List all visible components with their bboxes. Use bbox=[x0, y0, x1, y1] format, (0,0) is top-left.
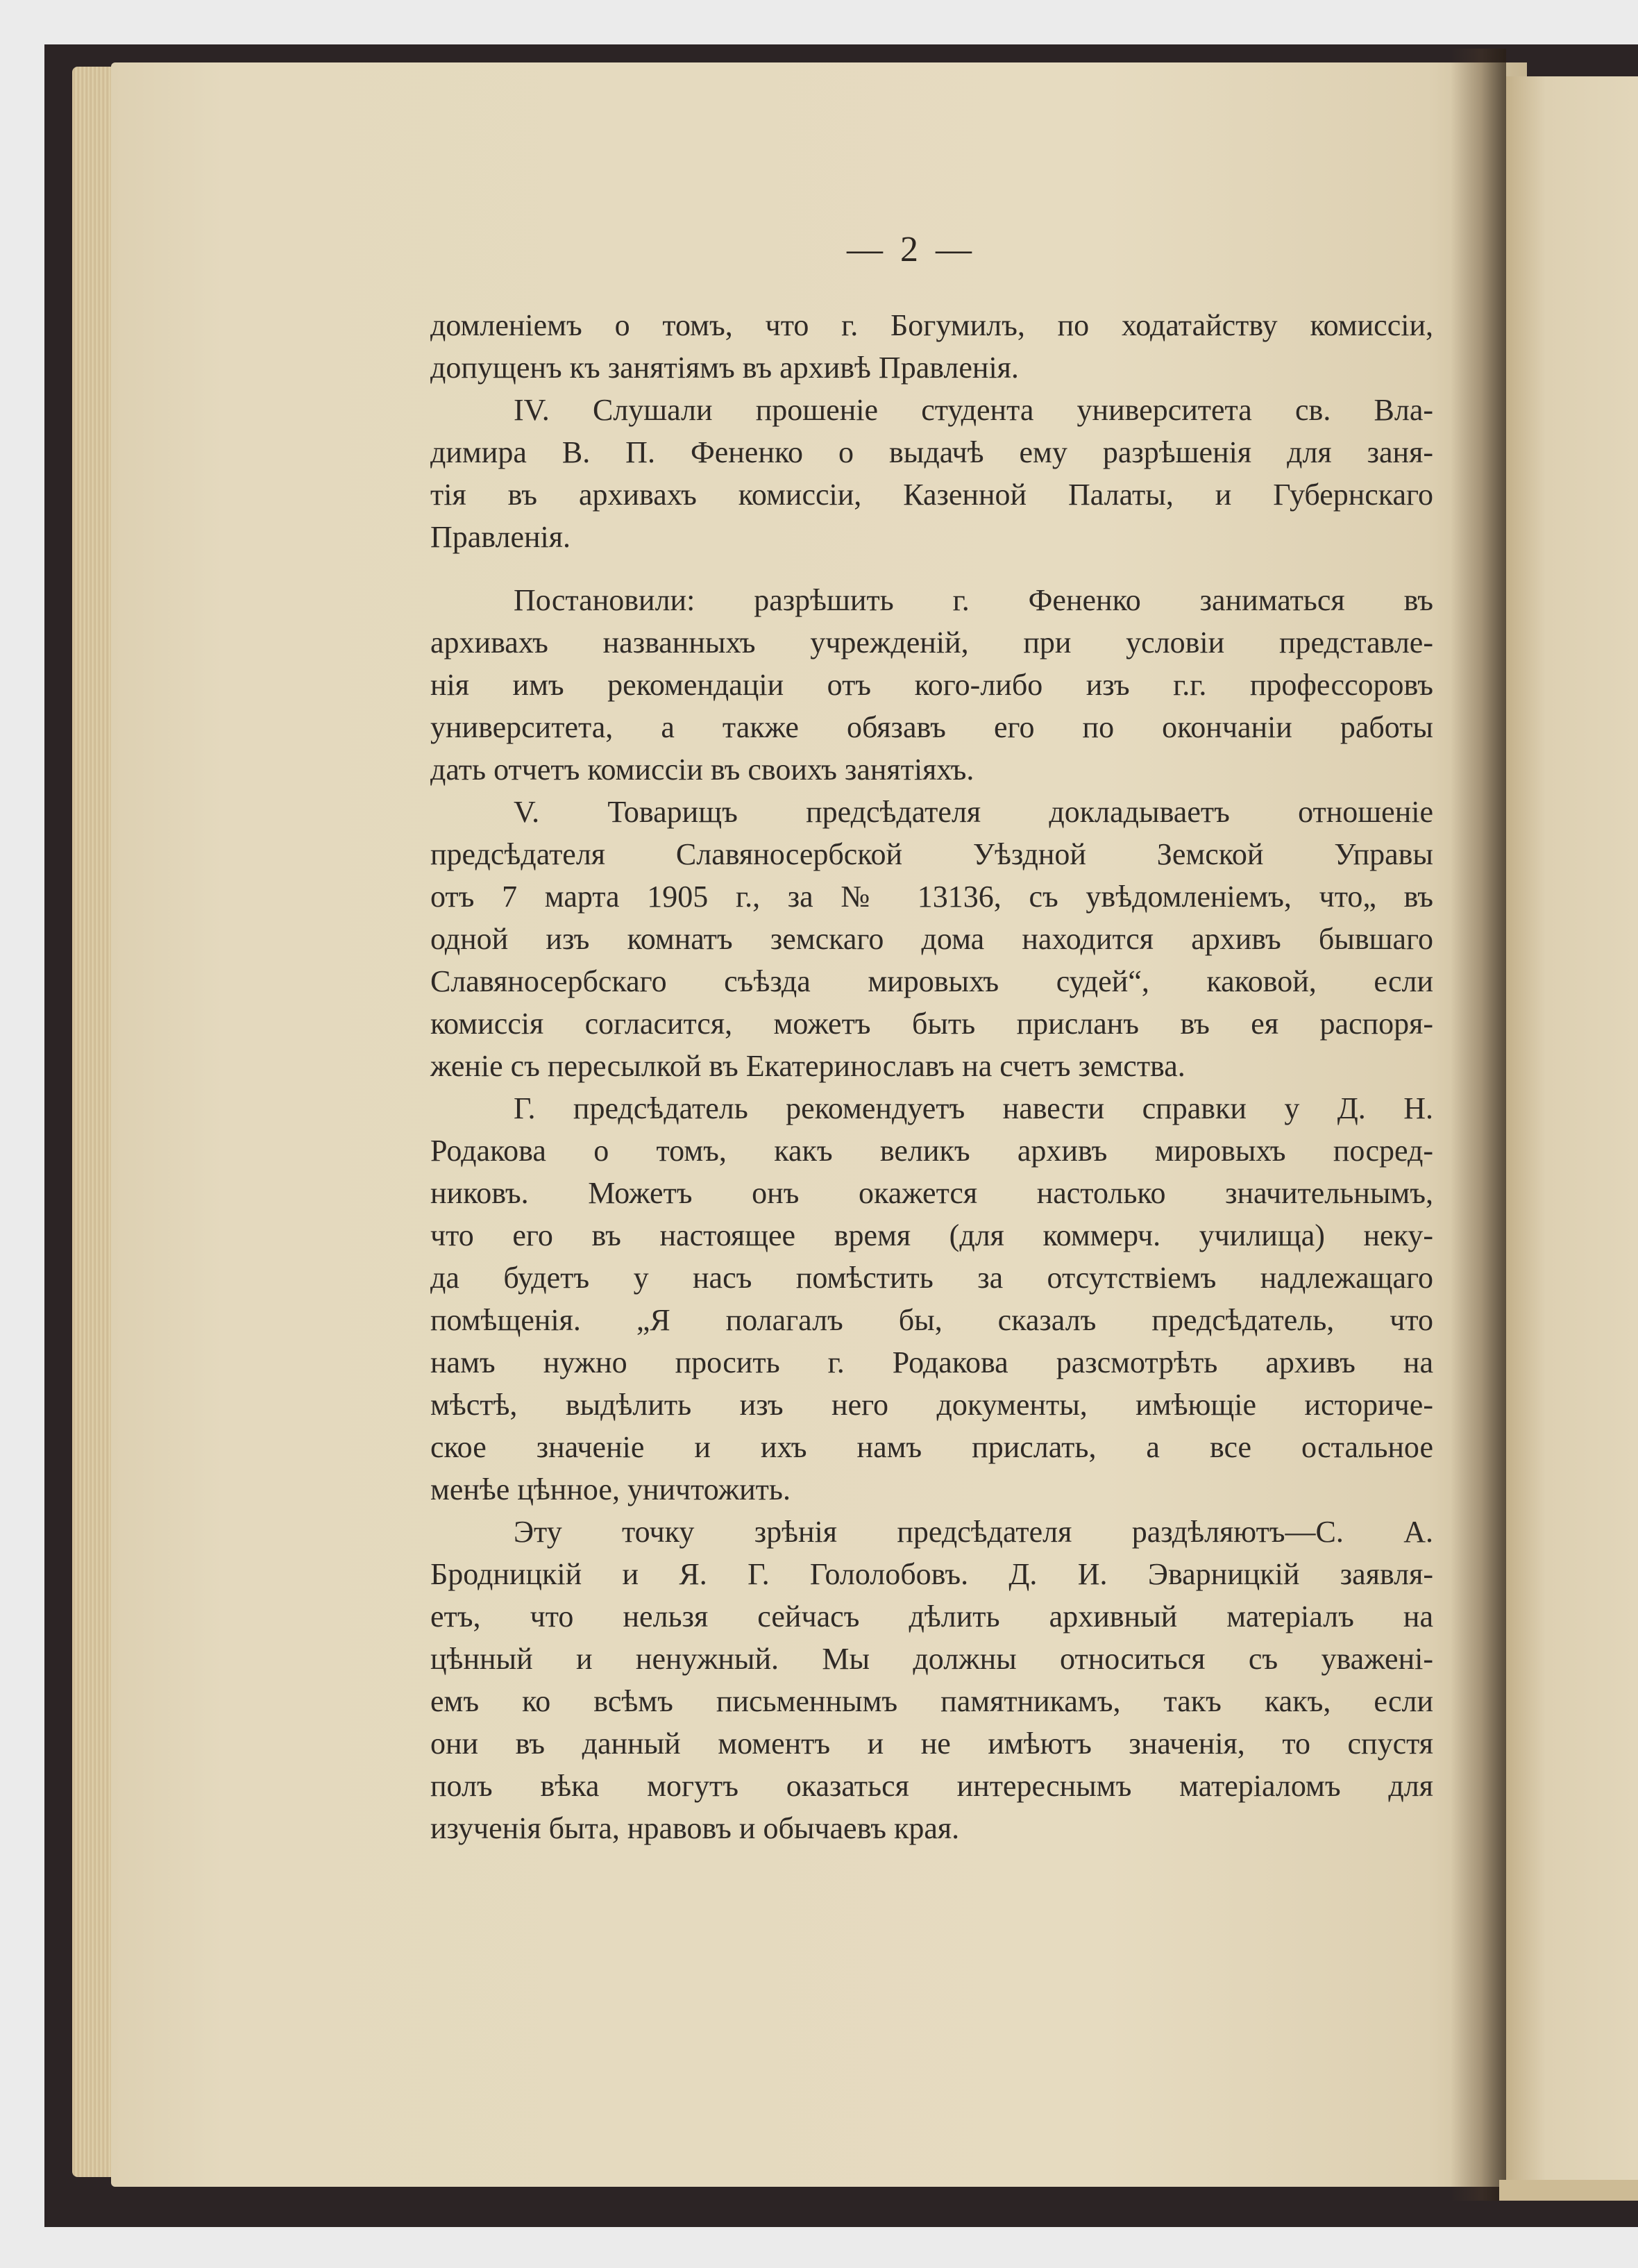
text-line: они въ данный моментъ и не имѣютъ значенія, то спустя bbox=[430, 1727, 1433, 1761]
text-line: домленіемъ о томъ, что г. Богумилъ, по ходатайству комиссіи, bbox=[430, 308, 1433, 342]
text-line: мѣстѣ, выдѣлить изъ него документы, имѣющіе историче- bbox=[430, 1388, 1433, 1422]
text-line: Славяносербскаго съѣзда мировыхъ судей“, каковой, если bbox=[430, 964, 1433, 998]
text-line: женіе съ пересылкой въ Екатеринославъ на счетъ земства. bbox=[430, 1049, 1185, 1083]
text-line: никовъ. Можетъ онъ окажется настолько значительнымъ, bbox=[430, 1176, 1433, 1210]
text-line: комиссія согласится, можетъ быть присланъ въ ея распоря- bbox=[430, 1007, 1433, 1041]
text-line: предсѣдателя Славяносербской Уѣздной Земской Управы bbox=[430, 837, 1433, 871]
text-line: Г. предсѣдатель рекомендуетъ навести справки у Д. Н. bbox=[514, 1091, 1433, 1125]
text-line: менѣе цѣнное, уничтожить. bbox=[430, 1472, 791, 1506]
text-line: Бродницкій и Я. Г. Гололобовъ. Д. И. Эварницкій заявля- bbox=[430, 1557, 1433, 1591]
text-line: дать отчетъ комиссіи въ своихъ занятіяхъ. bbox=[430, 753, 974, 787]
text-line: допущенъ къ занятіямъ въ архивѣ Правленія. bbox=[430, 351, 1019, 385]
text-line: архивахъ названныхъ учрежденій, при условіи представле- bbox=[430, 625, 1433, 660]
page-fore-edge bbox=[72, 67, 117, 2177]
text-line: что его въ настоящее время (для коммерч. училища) неку- bbox=[430, 1218, 1433, 1252]
text-line: димира В. П. Фененко о выдачѣ ему разрѣшенія для заня- bbox=[430, 435, 1433, 469]
text-line: да будетъ у насъ помѣстить за отсутствіемъ надлежащаго bbox=[430, 1261, 1433, 1295]
text-line: помѣщенія. „Я полагалъ бы, сказалъ предсѣдатель, что bbox=[430, 1303, 1433, 1337]
text-line: V. Товарищъ предсѣдателя докладываетъ отношеніе bbox=[514, 795, 1433, 829]
text-line: тія въ архивахъ комиссіи, Казенной Палаты, и Губернскаго bbox=[430, 478, 1433, 512]
facing-page bbox=[1506, 76, 1638, 2187]
page-number: — 2 — bbox=[847, 230, 976, 269]
text-line: етъ, что нельзя сейчасъ дѣлить архивный матеріалъ на bbox=[430, 1599, 1433, 1633]
text-line: цѣнный и ненужный. Мы должны относиться съ уважені- bbox=[430, 1642, 1433, 1676]
text-line: Правленія. bbox=[430, 520, 571, 554]
text-line: Постановили: разрѣшить г. Фененко заниматься въ bbox=[514, 583, 1433, 617]
text-line: полъ вѣка могутъ оказаться интереснымъ матеріаломъ для bbox=[430, 1769, 1433, 1803]
text-line: емъ ко всѣмъ письменнымъ памятникамъ, такъ какъ, если bbox=[430, 1684, 1433, 1718]
text-line: одной изъ комнатъ земскаго дома находится архивъ бывшаго bbox=[430, 922, 1433, 956]
text-line: IV. Слушали прошеніе студента университета св. Вла- bbox=[514, 393, 1433, 427]
text-line: изученія быта, нравовъ и обычаевъ края. bbox=[430, 1811, 960, 1845]
text-line: намъ нужно просить г. Родакова разсмотрѣть архивъ на bbox=[430, 1345, 1433, 1379]
book-gutter bbox=[1451, 49, 1506, 2201]
text-line: ское значеніе и ихъ намъ прислать, а все остальное bbox=[430, 1430, 1433, 1464]
text-line: отъ 7 марта 1905 г., за № 13136, съ увѣдомленіемъ, что„ въ bbox=[430, 880, 1433, 914]
text-line: Родакова о томъ, какъ великъ архивъ мировыхъ посред- bbox=[430, 1134, 1433, 1168]
text-line: нія имъ рекомендаціи отъ кого-либо изъ г.г. профессоровъ bbox=[430, 668, 1433, 702]
page-body-text bbox=[430, 304, 1433, 1849]
text-line: Эту точку зрѣнія предсѣдателя раздѣляютъ—С. А. bbox=[514, 1515, 1433, 1549]
facing-page-edge bbox=[1499, 2180, 1638, 2201]
text-line: университета, а также обязавъ его по окончаніи работы bbox=[430, 710, 1433, 744]
